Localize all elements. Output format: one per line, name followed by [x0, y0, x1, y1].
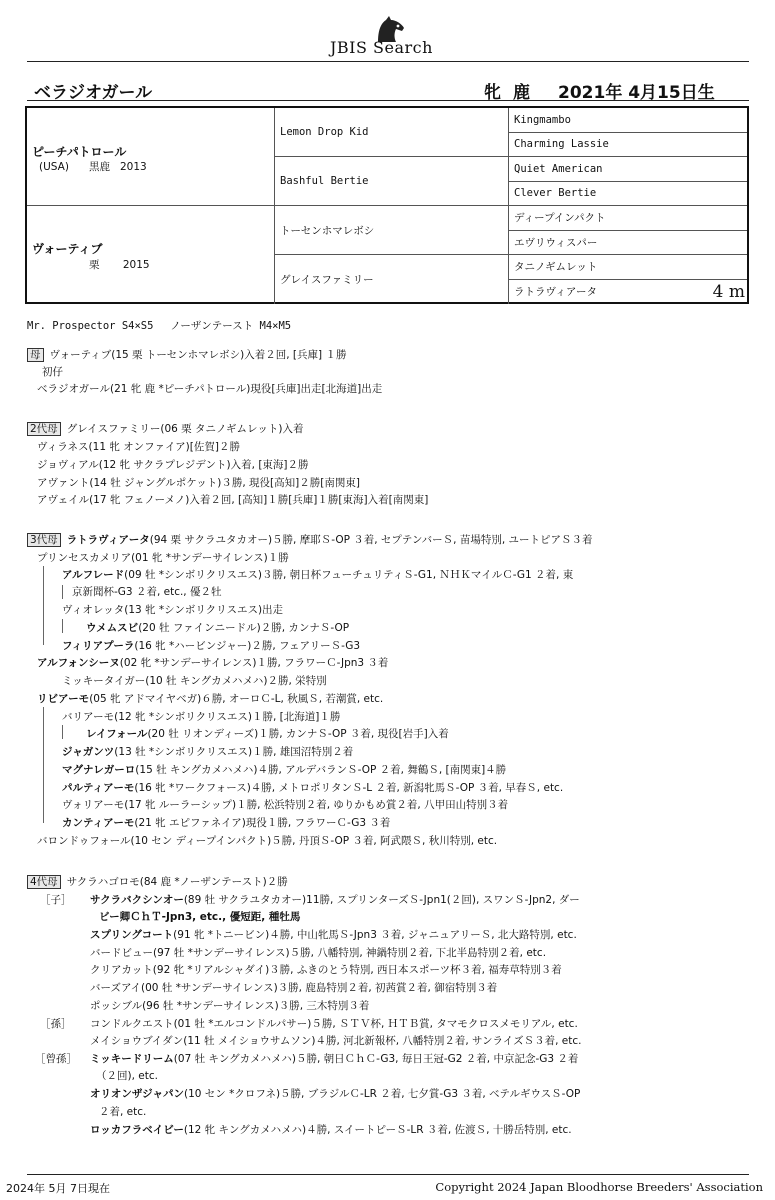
- gen2-header: 2代母 グレイスファミリー(06 栗 タニノギムレット)入着: [27, 422, 303, 436]
- gen2-line: ジョヴィアル(12 牝 サクラプレジデント)入着, [東海]２勝: [37, 459, 309, 471]
- pedigree-dss[interactable]: ディープインパクト: [509, 206, 747, 231]
- gen4-line: ポッシブル(96 牡 *サンデーサイレンス)３勝, 三木特別３着: [90, 1000, 370, 1012]
- pedigree-sds[interactable]: Quiet American: [509, 157, 747, 182]
- gen3-line: レイフォール(20 牡 リオンディーズ)１勝, カンナＳ-OP ３着, 現役[岩手]入着: [86, 728, 449, 740]
- jbis-logo[interactable]: [0, 10, 775, 57]
- gen3-tag: 3代母: [27, 533, 61, 547]
- gen3-line: パルティアーモ(16 牝 *ワークフォース)４勝, メトロポリタンＳ-L ２着, 新潟牝馬Ｓ-OP ３着, 早春Ｓ, etc.: [62, 782, 564, 794]
- pedigree-table: [25, 106, 749, 304]
- gen3-line: リビアーモ(05 牝 アドマイヤベガ)６勝, オーロＣ-L, 秋風Ｓ, 若潮賞, etc.: [37, 693, 384, 705]
- pedigree-ssd[interactable]: Charming Lassie: [509, 133, 747, 158]
- inbreeding-mark: 4 m: [712, 281, 745, 302]
- title-divider: [27, 100, 749, 101]
- pedigree-sire[interactable]: [27, 108, 275, 206]
- gen4-label-grandchild: ［孫］: [40, 1018, 72, 1030]
- dam-header: 母 ヴォーティブ(15 栗 トーセンホマレボシ)入着２回, [兵庫] １勝: [27, 348, 346, 362]
- gen3-line: フィリアプーラ(16 牝 *ハービンジャー)２勝, フェアリーＳ-G3: [62, 640, 361, 652]
- gen3-line: ヴィオレッタ(13 牝 *シンボリクリスエス)出走: [62, 604, 284, 616]
- gen4-line: （２回), etc.: [96, 1070, 158, 1082]
- footer-copyright: Copyright 2024 Japan Bloodhorse Breeders' Association: [435, 1180, 763, 1194]
- horse-birth: 2021年 4月15日生: [558, 83, 715, 103]
- gen3-line: ジャガンツ(13 牡 *シンボリクリスエス)１勝, 雄国沼特別２着: [62, 746, 354, 758]
- gen2-tag: 2代母: [27, 422, 61, 436]
- pedigree-dam-dam[interactable]: グレイスファミリー: [275, 255, 509, 304]
- gen3-line: プリンセスカメリア(01 牝 *サンデーサイレンス)１勝: [37, 552, 289, 564]
- tree-line: [43, 566, 44, 645]
- gen4-line: スプリングコート(91 牝 *トニービン)４勝, 中山牝馬Ｓ-Jpn3 ３着, ジャニュアリーＳ, 北大路特別, etc.: [90, 929, 577, 941]
- gen3-line: ミッキータイガー(10 牡 キングカメハメハ)２勝, 栄特別: [62, 675, 327, 687]
- gen4-label-great-grandchild: ［曾孫］: [35, 1053, 77, 1065]
- gen3-line: ヴォリアーモ(17 牝 ルーラーシップ)１勝, 松浜特別２着, ゆりかもめ賞２着, 八甲田山特別３着: [62, 799, 509, 811]
- gen3-line: バロンドゥフォール(10 セン ディープインパクト)５勝, 丹頂Ｓ-OP ３着, 阿武隈Ｓ, 秋川特別, etc.: [37, 835, 498, 847]
- gen4-line: オリオンザジャパン(10 セン *クロフネ)５勝, ブラジルＣ-LR ２着, 七夕賞-G3 ３着, ベテルギウスＳ-OP: [90, 1088, 581, 1100]
- tree-line: [43, 707, 44, 823]
- dam-line: 初仔: [42, 366, 63, 378]
- pedigree-sire-dam[interactable]: Bashful Bertie: [275, 157, 509, 206]
- dam-tag: 母: [27, 348, 44, 362]
- horse-sex: 牝: [484, 83, 501, 103]
- gen4-tag: 4代母: [27, 875, 61, 889]
- horse-color: 鹿: [513, 83, 530, 103]
- header-divider: [27, 61, 749, 62]
- dam-name: ヴォーティブ: [32, 242, 103, 256]
- pedigree-sss[interactable]: Kingmambo: [509, 108, 747, 133]
- pedigree-ddd[interactable]: [509, 280, 747, 305]
- tree-line: [62, 725, 63, 739]
- gen4-line: クリアカット(92 牝 *リアルシャダイ)３勝, ふきのとう特別, 西日本スポーツ杯３着, 福寿草特別３着: [90, 964, 562, 976]
- footer-divider: [27, 1174, 749, 1175]
- inbreeding-line: Mr. Prospector S4×S5 ノーザンテースト M4×M5: [27, 320, 292, 332]
- gen4-line: コンドルクエスト(01 牡 *エルコンドルパサー)５勝, ＳＴＶ杯, ＨＴＢ賞, タマモクロスメモリアル, etc.: [90, 1018, 578, 1030]
- horse-name: ベラジオガール: [34, 83, 153, 103]
- gen4-line: ビー卿ＣｈＴ-Jpn3, etc., 優短距, 種牡馬: [99, 911, 301, 923]
- footer-date: 2024年 5月 7日現在: [6, 1182, 110, 1195]
- dam-line: ベラジオガール(21 牝 鹿 *ピーチパトロール)現役[兵庫]出走[北海道]出走: [37, 383, 383, 395]
- sire-name: ピーチパトロール: [32, 145, 127, 159]
- pedigree-dam-sire[interactable]: トーセンホマレボシ: [275, 206, 509, 255]
- gen3-line: マグナレガーロ(15 牡 キングカメハメハ)４勝, アルデバランＳ-OP ２着, 舞鶴Ｓ, [南関東]４勝: [62, 764, 507, 776]
- tree-line: [62, 585, 63, 599]
- pedigree-ddd-name: ラトラヴィアータ: [514, 286, 598, 299]
- gen2-line: ヴィラネス(11 牝 オンファイア)[佐賀]２勝: [37, 441, 240, 453]
- gen4-line: ２着, etc.: [99, 1106, 147, 1118]
- pedigree-sire-sire[interactable]: Lemon Drop Kid: [275, 108, 509, 157]
- gen4-line: メイショウブイダン(11 牡 メイショウサムソン)４勝, 河北新報杯, 八幡特別２着, サンライズＳ３着, etc.: [90, 1035, 582, 1047]
- gen3-line: 京新聞杯-G3 ２着, etc., 優２牡: [72, 586, 222, 598]
- gen2-line: アヴァント(14 牡 ジャングルポケット)３勝, 現役[高知]２勝[南関東]: [37, 477, 360, 489]
- gen3-line: アルフォンシーヌ(02 牝 *サンデーサイレンス)１勝, フラワーＣ-Jpn3 ３着: [37, 657, 389, 669]
- gen2-line: アヴェイル(17 牝 フェノーメノ)入着２回, [高知]１勝[兵庫]１勝[東海]入着[南関東]: [37, 494, 429, 506]
- pedigree-dam[interactable]: [27, 206, 275, 304]
- gen4-line: バーズアイ(00 牡 *サンデーサイレンス)３勝, 鹿島特別２着, 初茜賞２着, 御宿特別３着: [90, 982, 498, 994]
- gen4-header: 4代母 サクラハゴロモ(84 鹿 *ノーザンテースト)２勝: [27, 875, 288, 889]
- gen4-label-child: ［子］: [40, 894, 72, 906]
- gen3-header: 3代母 ラトラヴィアータ(94 栗 サクラユタカオー)５勝, 摩耶Ｓ-OP ３着, セプテンバーＳ, 苗場特別, ユートピアＳ３着: [27, 533, 593, 547]
- pedigree-dsd[interactable]: エヴリウィスパー: [509, 231, 747, 256]
- pedigree-dds[interactable]: タニノギムレット: [509, 255, 747, 280]
- logo-text: JBIS Search: [330, 38, 433, 57]
- gen4-line: バードビュー(97 牡 *サンデーサイレンス)５勝, 八幡特別, 神鍋特別２着, 下北半島特別２着, etc.: [90, 947, 547, 959]
- gen3-line: ウメムスビ(20 牡 ファインニードル)２勝, カンナＳ-OP: [86, 622, 350, 634]
- gen3-line: バリアーモ(12 牝 *シンボリクリスエス)１勝, [北海道]１勝: [62, 711, 341, 723]
- gen4-line: ロッカフラベイビー(12 牝 キングカメハメハ)４勝, スイートピーＳ-LR ３着, 佐渡Ｓ, 十勝岳特別, etc.: [90, 1124, 572, 1136]
- dam-details: 栗 2015: [89, 259, 150, 271]
- gen3-line: カンティアーモ(21 牝 エピファネイア)現役１勝, フラワーＣ-G3 ３着: [62, 817, 391, 829]
- gen4-line: サクラバクシンオー(89 牡 サクラユタカオー)11勝, スプリンターズＳ-Jpn1(２回), スワンＳ-Jpn2, ダー: [90, 894, 580, 906]
- pedigree-sdd[interactable]: Clever Bertie: [509, 182, 747, 207]
- gen4-line: ミッキードリーム(07 牡 キングカメハメハ)５勝, 朝日ＣｈＣ-G3, 毎日王冠-G2 ２着, 中京記念-G3 ２着: [90, 1053, 579, 1065]
- gen3-line: アルフレード(09 牡 *シンボリクリスエス)３勝, 朝日杯フューチュリティＳ-G1, ＮＨＫマイルＣ-G1 ２着, 東: [62, 569, 574, 581]
- sire-details: (USA) 黒鹿 2013: [39, 161, 147, 173]
- tree-line: [62, 619, 63, 633]
